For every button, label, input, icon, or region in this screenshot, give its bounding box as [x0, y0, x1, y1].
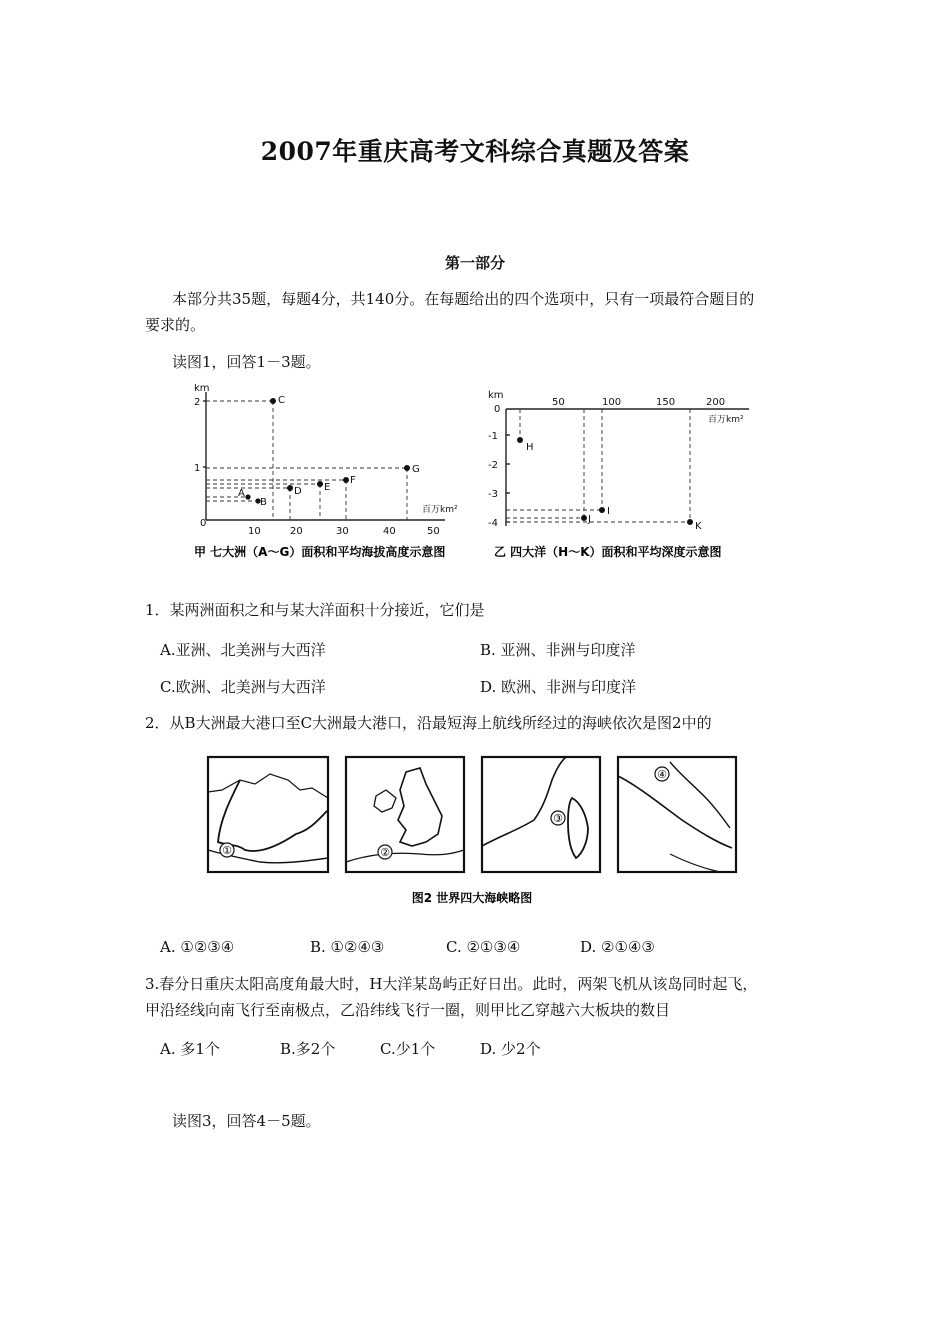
left-x-tick: 50 [427, 526, 440, 537]
left-x-tick: 20 [290, 526, 303, 537]
intro-line-1: 本部分共35题，每题4分，共140分。在每题给出的四个选项中，只有一项最符合题目的 [172, 290, 755, 308]
point-label: H [526, 442, 534, 453]
right-x-unit: 百万km² [708, 415, 744, 425]
strait-marker-3: ③ [553, 812, 563, 825]
question-3-stem-line-2: 甲沿经线向南飞行至南极点，乙沿纬线飞行一圈，则甲比乙穿越六大板块的数目 [145, 1001, 671, 1019]
point-label: E [324, 482, 331, 493]
figure-1-continents [190, 384, 480, 569]
q3-option-d: D. 少2个 [480, 1040, 541, 1058]
right-x-tick: 50 [552, 397, 565, 408]
right-x-tick: 150 [656, 397, 676, 408]
question-3-stem-line-1: 3.春分日重庆太阳高度角最大时，H大洋某岛屿正好日出。此时，两架飞机从该岛同时起飞， [145, 975, 758, 993]
right-y-unit: km [488, 390, 504, 401]
strait-marker-2: ② [380, 846, 390, 859]
left-y-tick: 2 [194, 397, 201, 408]
point-label: I [607, 506, 610, 517]
left-x-tick: 10 [248, 526, 261, 537]
figure-1-right-caption: 乙 四大洋（H～K）面积和平均深度示意图 [494, 545, 722, 559]
left-x-tick: 40 [383, 526, 396, 537]
question-2-stem: 2．从B大洲最大港口至C大洲最大港口，沿最短海上航线所经过的海峡依次是图2中的 [145, 714, 712, 732]
q1-option-b: B. 亚洲、非洲与印度洋 [480, 641, 636, 659]
left-y-unit: km [194, 384, 210, 394]
right-y-tick: -4 [488, 518, 498, 529]
point-label: G [412, 464, 420, 475]
q1-option-a: A.亚洲、北美洲与大西洋 [160, 641, 326, 659]
q2-option-b: B. ①②④③ [310, 938, 385, 956]
strait-marker-1: ① [222, 844, 232, 857]
figure-2-straits [200, 750, 745, 920]
right-x-tick: 200 [706, 397, 726, 408]
right-y-tick: -2 [488, 460, 498, 471]
point-label: F [350, 475, 356, 486]
q3-option-c: C.少1个 [380, 1040, 436, 1058]
section-heading: 第一部分 [444, 254, 505, 272]
left-x-unit: 百万km² [422, 505, 458, 515]
strait-map-2 [346, 757, 464, 872]
left-y-tick: 1 [194, 463, 201, 474]
point-label: C [278, 395, 285, 406]
right-y-tick: -1 [488, 431, 498, 442]
figure-2-caption: 图2 世界四大海峡略图 [411, 891, 533, 905]
q2-option-a: A. ①②③④ [160, 938, 235, 956]
point-label: J [588, 514, 591, 525]
document-title: 2007年重庆高考文科综合真题及答案 [260, 137, 690, 166]
q3-option-a: A. 多1个 [160, 1040, 220, 1058]
q3-option-b: B.多2个 [280, 1040, 336, 1058]
strait-map-4 [618, 757, 736, 872]
point-label: D [294, 486, 302, 497]
figure-1-left-caption: 甲 七大洲（A～G）面积和平均海拔高度示意图 [194, 545, 446, 559]
figure-1-oceans [484, 384, 764, 569]
intro-line-2: 要求的。 [145, 316, 206, 334]
right-x-tick: 100 [602, 397, 622, 408]
strait-map-1 [208, 757, 328, 872]
read-figure-3: 读图3，回答4－5题。 [172, 1112, 321, 1130]
left-y-tick: 0 [200, 518, 207, 529]
q2-option-c: C. ②①③④ [446, 938, 521, 956]
right-y-tick: 0 [494, 404, 501, 415]
q1-option-d: D. 欧洲、非洲与印度洋 [480, 678, 637, 696]
left-x-tick: 30 [336, 526, 349, 537]
question-1-stem: 1．某两洲面积之和与某大洋面积十分接近，它们是 [145, 601, 485, 619]
point-label: K [695, 521, 702, 532]
strait-map-3 [482, 757, 600, 872]
point-label: A [238, 488, 245, 499]
point-label: B [260, 497, 267, 508]
q1-option-c: C.欧洲、北美洲与大西洋 [160, 678, 326, 696]
strait-marker-4: ④ [657, 768, 667, 781]
read-figure-1: 读图1，回答1－3题。 [172, 353, 321, 371]
q2-option-d: D. ②①④③ [580, 938, 655, 956]
right-y-tick: -3 [488, 489, 498, 500]
